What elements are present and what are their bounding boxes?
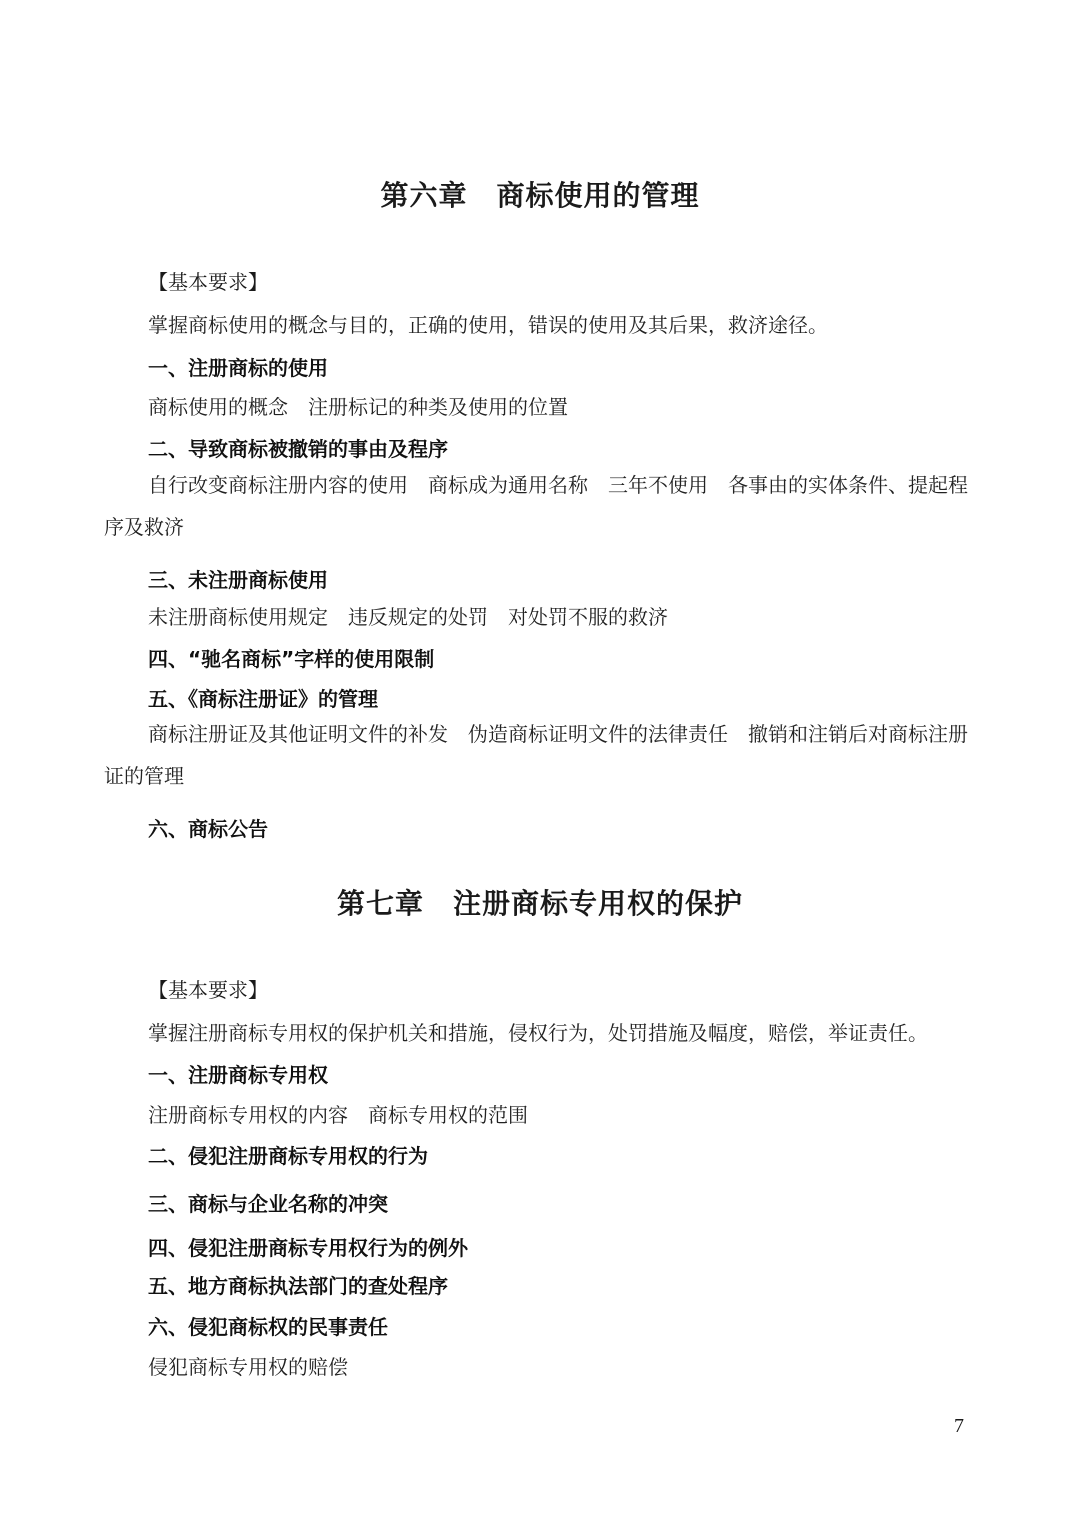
ch7-section-6-heading: 六、侵犯商标权的民事责任	[148, 1315, 388, 1339]
ch6-section-5-heading: 五、《商标注册证》的管理	[148, 687, 378, 711]
ch6-section-2-text: 自行改变商标注册内容的使用 商标成为通用名称 三年不使用 各事由的实体条件、提起程序及救济	[104, 473, 968, 539]
chapter-6-requirements-text: 掌握商标使用的概念与目的，正确的使用，错误的使用及其后果，救济途径。	[148, 313, 828, 337]
ch6-section-3-text: 未注册商标使用规定 违反规定的处罚 对处罚不服的救济	[148, 605, 668, 629]
ch7-section-2-heading: 二、侵犯注册商标专用权的行为	[148, 1144, 428, 1168]
ch7-section-1-heading: 一、注册商标专用权	[148, 1063, 328, 1087]
ch6-section-1-heading: 一、注册商标的使用	[148, 356, 328, 380]
ch6-section-1-text: 商标使用的概念 注册标记的种类及使用的位置	[148, 395, 568, 419]
ch7-section-4-heading: 四、侵犯注册商标专用权行为的例外	[148, 1236, 468, 1260]
ch7-section-5-heading: 五、地方商标执法部门的查处程序	[148, 1274, 448, 1298]
chapter-7-requirements-text: 掌握注册商标专用权的保护机关和措施，侵权行为，处罚措施及幅度，赔偿，举证责任。	[148, 1021, 928, 1045]
page-number: 7	[954, 1415, 964, 1437]
chapter-7-title: 第七章 注册商标专用权的保护	[336, 887, 743, 920]
ch7-section-6-text: 侵犯商标专用权的赔偿	[148, 1355, 348, 1379]
ch6-section-3-heading: 三、未注册商标使用	[148, 568, 328, 592]
chapter-7-requirements-label: 【基本要求】	[148, 978, 268, 1002]
chapter-6-title: 第六章 商标使用的管理	[380, 179, 700, 212]
ch7-section-1-text: 注册商标专用权的内容 商标专用权的范围	[148, 1103, 528, 1127]
chapter-6-requirements-label: 【基本要求】	[148, 270, 268, 294]
ch7-section-3-heading: 三、商标与企业名称的冲突	[148, 1192, 388, 1216]
ch6-section-4-heading: 四、“驰名商标”字样的使用限制	[148, 647, 435, 671]
ch6-section-5-text: 商标注册证及其他证明文件的补发 伪造商标证明文件的法律责任 撤销和注销后对商标注册证的管理	[104, 722, 968, 788]
ch6-section-2-heading: 二、导致商标被撤销的事由及程序	[148, 437, 448, 461]
ch6-section-6-heading: 六、商标公告	[148, 817, 268, 841]
